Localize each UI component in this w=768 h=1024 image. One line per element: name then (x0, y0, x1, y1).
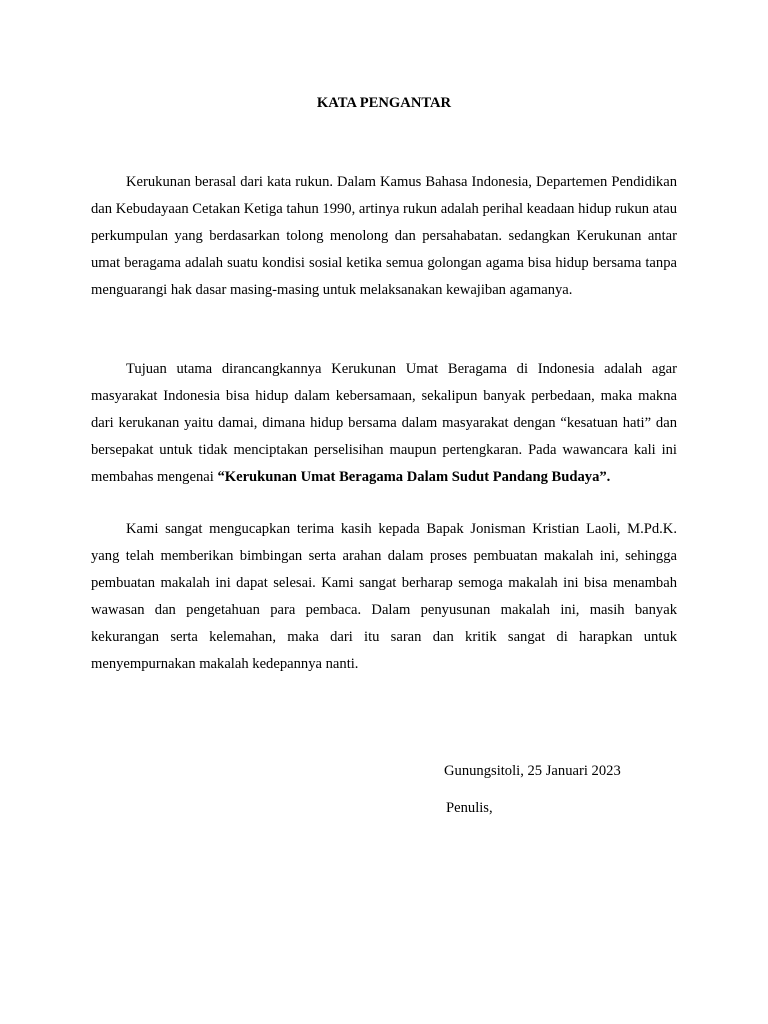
page-title: KATA PENGANTAR (316, 95, 452, 111)
paragraph-acknowledgement: Kami sangat mengucapkan terima kasih kepada Bapak Jonisman Kristian Laoli, M.Pd.K. yang telah memberikan bimbingan serta arahan dalam proses pembuatan makalah ini, sehingga pembuatan makalah ini dapat selesai. Kami sangat berharap semoga makalah ini bisa menambah wawasan dan pengetahuan para pembaca. Dalam penyusunan makalah ini, masih banyak kekurangan serta kelemahan, maka dari itu saran dan kritik sangat di harapkan untuk menyempurnakan makalah kedepannya nanti. (91, 521, 677, 672)
paragraph-purpose-text: Tujuan utama dirancangkannya Kerukunan Umat Beragama di Indonesia adalah agar masyarakat Indonesia bisa hidup dalam kebersamaan, sekalipun banyak perbedaan, maka makna dari kerukanan yaitu damai, dimana hidup bersama dalam masyarakat dengan “kesatuan hati” dan bersepakat untuk tidak menciptakan perselisihan maupun pertengkaran. Pada wawancara kali ini membahas mengenai (91, 361, 677, 485)
paragraph-purpose (91, 356, 677, 491)
writer-signature-label: Penulis, (446, 800, 493, 816)
paragraph-purpose-topic: “Kerukunan Umat Beragama Dalam Sudut Pandang Budaya”. (217, 469, 611, 485)
place-date: Gunungsitoli, 25 Januari 2023 (444, 763, 621, 779)
paragraph-definition: Kerukunan berasal dari kata rukun. Dalam Kamus Bahasa Indonesia, Departemen Pendidikan dan Kebudayaan Cetakan Ketiga tahun 1990, artinya rukun adalah perihal keadaan hidup rukun atau perkumpulan yang berdasarkan tolong menolong dan persahabatan. sedangkan Kerukunan antar umat beragama adalah suatu kondisi sosial ketika semua golongan agama bisa hidup bersama tanpa menguarangi hak dasar masing-masing untuk melaksanakan kewajiban agamanya. (91, 174, 677, 298)
